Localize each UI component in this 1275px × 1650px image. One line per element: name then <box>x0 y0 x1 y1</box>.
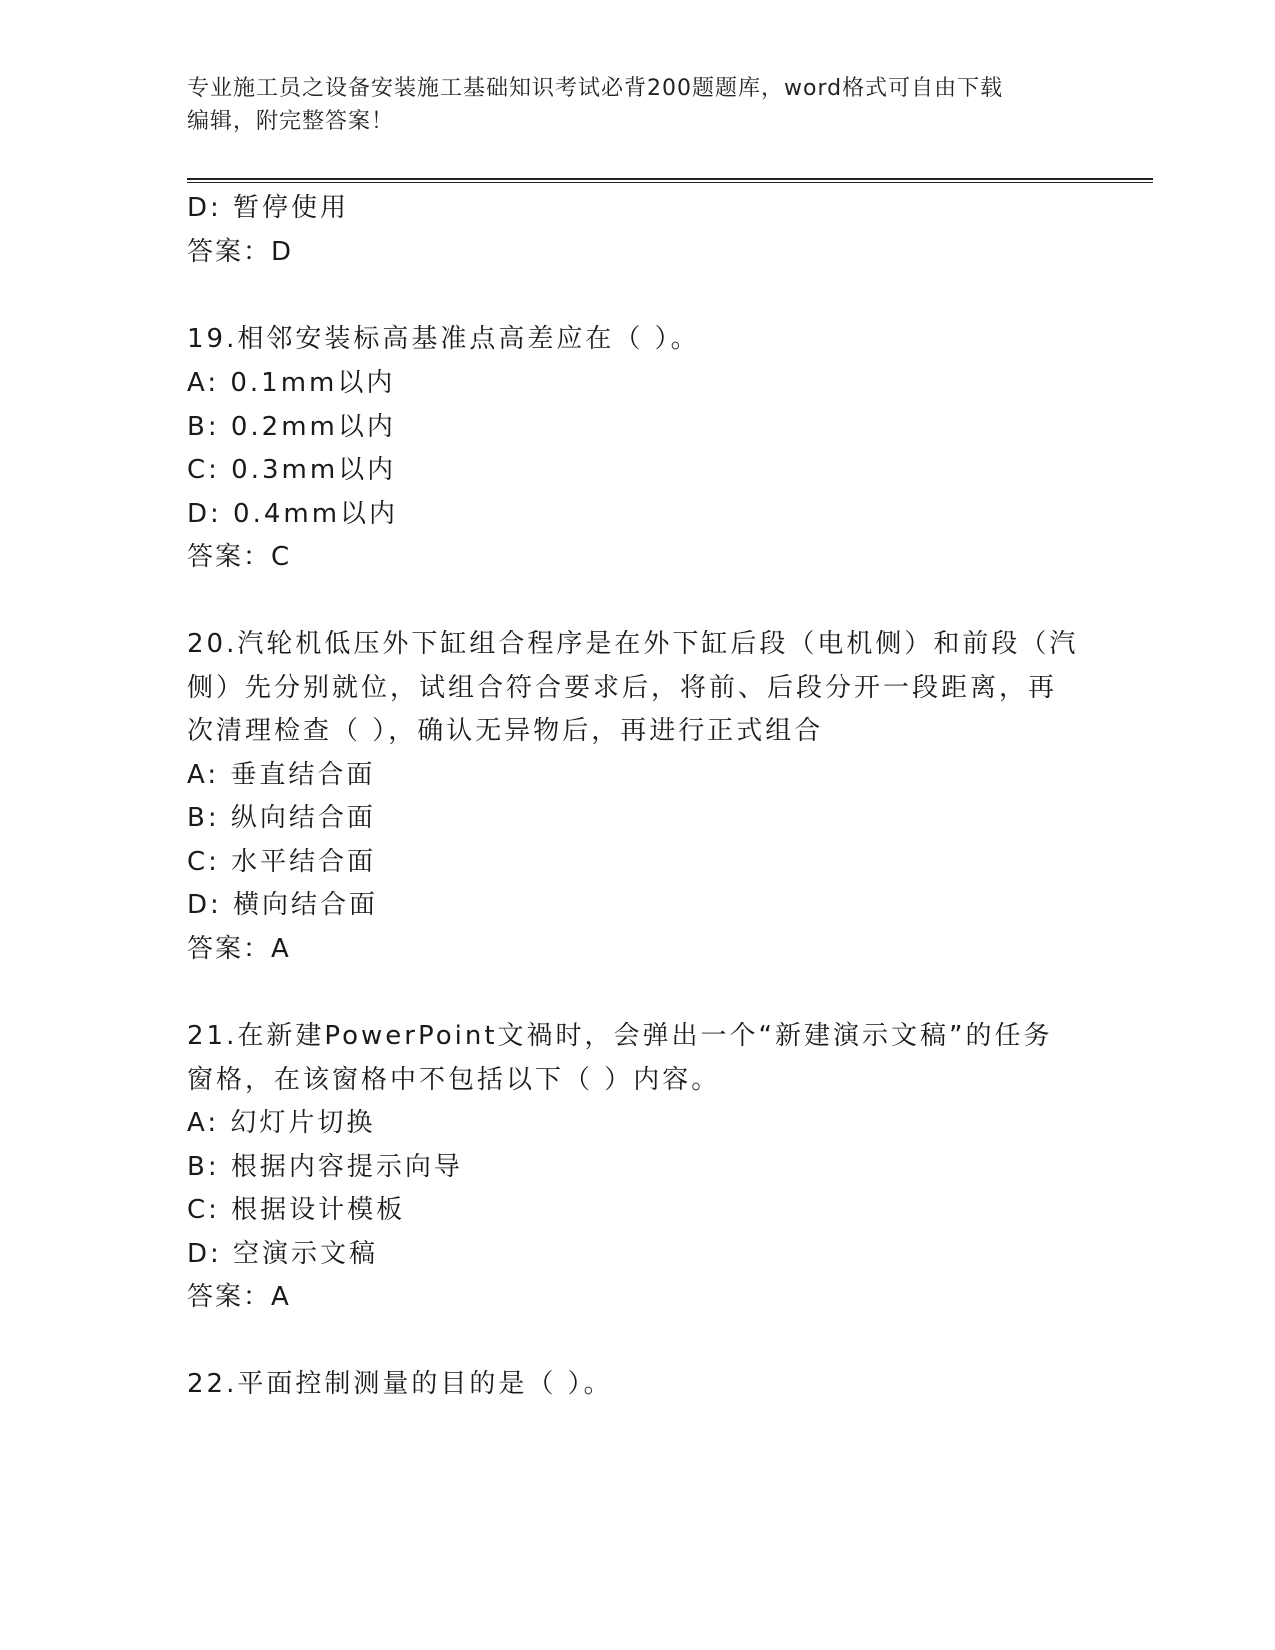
document-header <box>187 72 1087 138</box>
q20-stem-line-2: 侧）先分别就位，试组合符合要求后，将前、后段分开一段距离，再 <box>187 673 1058 703</box>
q21-option-d: D: 空演示文稿 <box>187 1239 379 1269</box>
q19-option-c: C: 0.3mm以内 <box>187 455 397 485</box>
prev-option-d: D: 暂停使用 <box>187 193 350 223</box>
q19-stem: 19.相邻安装标高基准点高差应在（ ）。 <box>187 324 700 354</box>
header-line-1: 专业施工员之设备安装施工基础知识考试必背200题题库，word格式可自由下载 <box>187 76 1004 101</box>
q21-option-b: B: 根据内容提示向导 <box>187 1152 463 1182</box>
q20-stem-line-3: 次清理检查（ ），确认无异物后，再进行正式组合 <box>187 716 824 746</box>
prev-answer: 答案：D <box>187 237 294 267</box>
q19-option-b: B: 0.2mm以内 <box>187 412 396 442</box>
q19-answer: 答案：C <box>187 542 292 572</box>
q20-option-b: B: 纵向结合面 <box>187 803 376 833</box>
q22-stem: 22.平面控制测量的目的是（ ）。 <box>187 1369 613 1399</box>
q20-answer: 答案：A <box>187 934 291 964</box>
q20-option-a: A: 垂直结合面 <box>187 760 376 790</box>
q19-option-d: D: 0.4mm以内 <box>187 499 399 529</box>
header-divider-thick <box>187 178 1153 180</box>
header-line-2: 编辑，附完整答案！ <box>187 109 395 134</box>
q20-stem-line-1: 20.汽轮机低压外下缸组合程序是在外下缸后段（电机侧）和前段（汽 <box>187 629 1079 659</box>
q19-option-a: A: 0.1mm以内 <box>187 368 396 398</box>
q20-option-d: D: 横向结合面 <box>187 890 379 920</box>
q21-stem-line-2: 窗格，在该窗格中不包括以下（ ）内容。 <box>187 1065 721 1095</box>
q21-stem-line-1: 21.在新建PowerPoint文禍时，会弹出一个“新建演示文稿”的任务 <box>187 1021 1053 1051</box>
q21-answer: 答案：A <box>187 1282 291 1312</box>
q20-option-c: C: 水平结合面 <box>187 847 377 877</box>
q21-option-a: A: 幻灯片切换 <box>187 1108 376 1138</box>
header-divider-thin <box>187 182 1153 183</box>
q21-option-c: C: 根据设计模板 <box>187 1195 406 1225</box>
